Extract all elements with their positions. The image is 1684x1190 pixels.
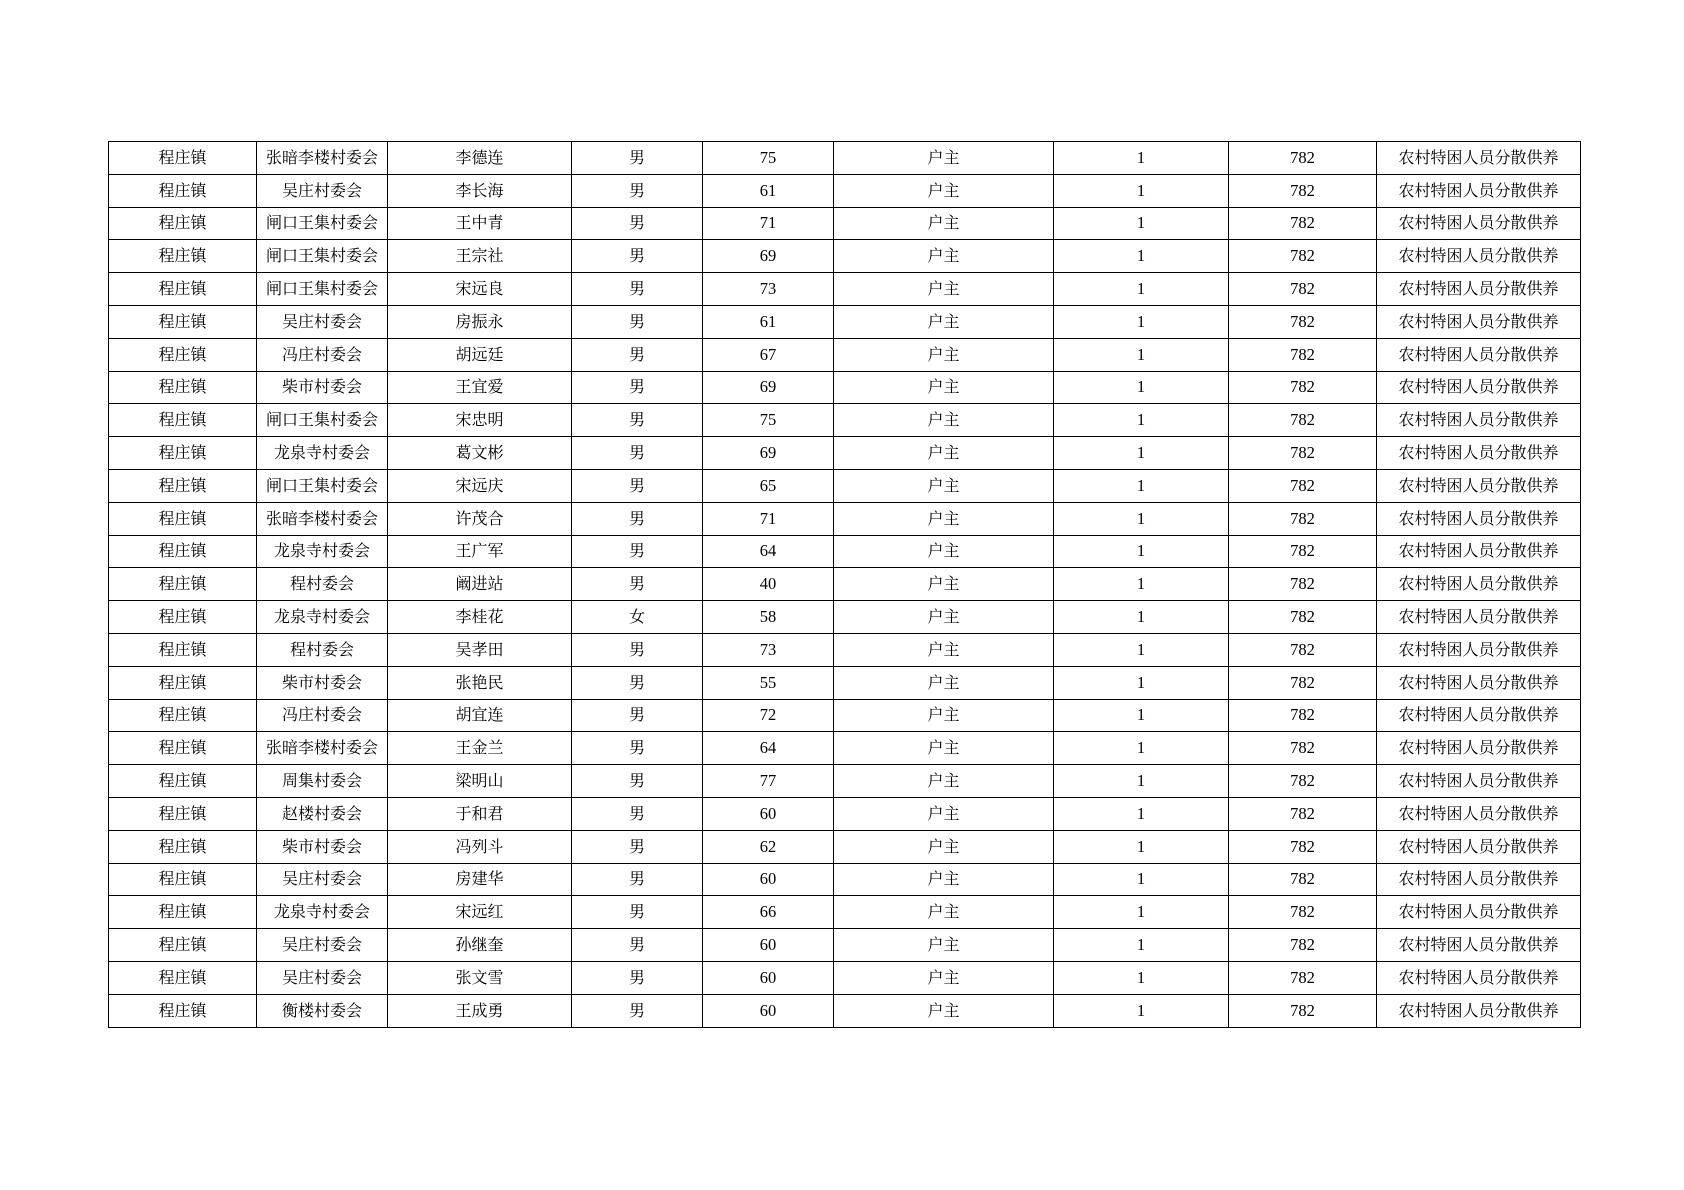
age-cell: 61 [703,174,834,207]
household-size-cell: 1 [1054,732,1229,765]
age-cell: 60 [703,797,834,830]
table-row [109,830,1581,863]
amount-cell: 782 [1229,863,1377,896]
table-row [109,863,1581,896]
town-cell: 程庄镇 [109,633,257,666]
household-size-cell: 1 [1054,240,1229,273]
relation-cell: 户主 [834,765,1054,798]
gender-cell: 男 [572,568,703,601]
category-cell: 农村特困人员分散供养 [1377,896,1581,929]
household-size-cell: 1 [1054,207,1229,240]
gender-cell: 男 [572,338,703,371]
gender-cell: 男 [572,174,703,207]
category-cell: 农村特困人员分散供养 [1377,765,1581,798]
age-cell: 55 [703,666,834,699]
category-cell: 农村特困人员分散供养 [1377,240,1581,273]
name-cell: 李桂花 [388,601,572,634]
amount-cell: 782 [1229,469,1377,502]
relation-cell: 户主 [834,732,1054,765]
name-cell: 李德连 [388,142,572,175]
village-cell: 柴市村委会 [257,830,388,863]
amount-cell: 782 [1229,437,1377,470]
household-size-cell: 1 [1054,601,1229,634]
town-cell: 程庄镇 [109,797,257,830]
gender-cell: 男 [572,273,703,306]
age-cell: 40 [703,568,834,601]
town-cell: 程庄镇 [109,896,257,929]
amount-cell: 782 [1229,305,1377,338]
amount-cell: 782 [1229,535,1377,568]
household-size-cell: 1 [1054,437,1229,470]
table-row [109,633,1581,666]
village-cell: 张暗李楼村委会 [257,502,388,535]
name-cell: 梁明山 [388,765,572,798]
age-cell: 60 [703,929,834,962]
relation-cell: 户主 [834,929,1054,962]
category-cell: 农村特困人员分散供养 [1377,207,1581,240]
amount-cell: 782 [1229,371,1377,404]
name-cell: 宋忠明 [388,404,572,437]
category-cell: 农村特困人员分散供养 [1377,797,1581,830]
relation-cell: 户主 [834,437,1054,470]
age-cell: 75 [703,142,834,175]
category-cell: 农村特困人员分散供养 [1377,502,1581,535]
household-size-cell: 1 [1054,338,1229,371]
name-cell: 阚进站 [388,568,572,601]
category-cell: 农村特困人员分散供养 [1377,601,1581,634]
table-body [109,142,1581,1028]
town-cell: 程庄镇 [109,273,257,306]
village-cell: 张暗李楼村委会 [257,732,388,765]
relation-cell: 户主 [834,502,1054,535]
table-row [109,994,1581,1027]
table-row [109,273,1581,306]
amount-cell: 782 [1229,633,1377,666]
age-cell: 65 [703,469,834,502]
name-cell: 张艳民 [388,666,572,699]
relation-cell: 户主 [834,797,1054,830]
age-cell: 60 [703,961,834,994]
relation-cell: 户主 [834,469,1054,502]
gender-cell: 男 [572,469,703,502]
category-cell: 农村特困人员分散供养 [1377,994,1581,1027]
age-cell: 69 [703,371,834,404]
table-row [109,371,1581,404]
age-cell: 66 [703,896,834,929]
household-size-cell: 1 [1054,666,1229,699]
village-cell: 吴庄村委会 [257,174,388,207]
household-size-cell: 1 [1054,305,1229,338]
gender-cell: 男 [572,929,703,962]
age-cell: 67 [703,338,834,371]
category-cell: 农村特困人员分散供养 [1377,929,1581,962]
amount-cell: 782 [1229,502,1377,535]
age-cell: 64 [703,535,834,568]
table-row [109,338,1581,371]
village-cell: 吴庄村委会 [257,961,388,994]
table-row [109,961,1581,994]
name-cell: 王宜爱 [388,371,572,404]
table-row [109,601,1581,634]
gender-cell: 男 [572,371,703,404]
category-cell: 农村特困人员分散供养 [1377,961,1581,994]
town-cell: 程庄镇 [109,142,257,175]
age-cell: 75 [703,404,834,437]
town-cell: 程庄镇 [109,437,257,470]
village-cell: 闸口王集村委会 [257,207,388,240]
gender-cell: 男 [572,863,703,896]
name-cell: 胡宜连 [388,699,572,732]
gender-cell: 男 [572,830,703,863]
name-cell: 宋远良 [388,273,572,306]
household-size-cell: 1 [1054,142,1229,175]
relation-cell: 户主 [834,142,1054,175]
gender-cell: 男 [572,666,703,699]
category-cell: 农村特困人员分散供养 [1377,174,1581,207]
age-cell: 71 [703,502,834,535]
age-cell: 60 [703,863,834,896]
table-row [109,174,1581,207]
amount-cell: 782 [1229,896,1377,929]
table-row [109,929,1581,962]
category-cell: 农村特困人员分散供养 [1377,699,1581,732]
age-cell: 69 [703,437,834,470]
town-cell: 程庄镇 [109,535,257,568]
gender-cell: 男 [572,699,703,732]
name-cell: 吴孝田 [388,633,572,666]
household-size-cell: 1 [1054,961,1229,994]
village-cell: 柴市村委会 [257,666,388,699]
table-row [109,732,1581,765]
name-cell: 胡远廷 [388,338,572,371]
town-cell: 程庄镇 [109,371,257,404]
table-row [109,437,1581,470]
gender-cell: 男 [572,994,703,1027]
amount-cell: 782 [1229,601,1377,634]
village-cell: 周集村委会 [257,765,388,798]
amount-cell: 782 [1229,797,1377,830]
household-size-cell: 1 [1054,797,1229,830]
table-row [109,502,1581,535]
household-size-cell: 1 [1054,633,1229,666]
village-cell: 柴市村委会 [257,371,388,404]
relation-cell: 户主 [834,338,1054,371]
table-row [109,568,1581,601]
village-cell: 龙泉寺村委会 [257,601,388,634]
household-size-cell: 1 [1054,273,1229,306]
category-cell: 农村特困人员分散供养 [1377,830,1581,863]
village-cell: 张暗李楼村委会 [257,142,388,175]
amount-cell: 782 [1229,240,1377,273]
household-size-cell: 1 [1054,994,1229,1027]
category-cell: 农村特困人员分散供养 [1377,142,1581,175]
table-row [109,765,1581,798]
category-cell: 农村特困人员分散供养 [1377,305,1581,338]
table-row [109,896,1581,929]
household-size-cell: 1 [1054,896,1229,929]
amount-cell: 782 [1229,961,1377,994]
town-cell: 程庄镇 [109,765,257,798]
town-cell: 程庄镇 [109,699,257,732]
amount-cell: 782 [1229,174,1377,207]
relation-cell: 户主 [834,961,1054,994]
category-cell: 农村特困人员分散供养 [1377,633,1581,666]
category-cell: 农村特困人员分散供养 [1377,732,1581,765]
relation-cell: 户主 [834,633,1054,666]
household-size-cell: 1 [1054,929,1229,962]
town-cell: 程庄镇 [109,568,257,601]
amount-cell: 782 [1229,732,1377,765]
town-cell: 程庄镇 [109,338,257,371]
household-size-cell: 1 [1054,863,1229,896]
amount-cell: 782 [1229,404,1377,437]
village-cell: 闸口王集村委会 [257,404,388,437]
village-cell: 闸口王集村委会 [257,469,388,502]
town-cell: 程庄镇 [109,305,257,338]
town-cell: 程庄镇 [109,666,257,699]
village-cell: 龙泉寺村委会 [257,896,388,929]
relation-cell: 户主 [834,896,1054,929]
gender-cell: 男 [572,765,703,798]
category-cell: 农村特困人员分散供养 [1377,338,1581,371]
town-cell: 程庄镇 [109,863,257,896]
name-cell: 宋远红 [388,896,572,929]
age-cell: 77 [703,765,834,798]
gender-cell: 男 [572,305,703,338]
name-cell: 王广军 [388,535,572,568]
gender-cell: 男 [572,207,703,240]
gender-cell: 女 [572,601,703,634]
name-cell: 于和君 [388,797,572,830]
village-cell: 闸口王集村委会 [257,273,388,306]
relation-cell: 户主 [834,305,1054,338]
relation-cell: 户主 [834,699,1054,732]
town-cell: 程庄镇 [109,240,257,273]
town-cell: 程庄镇 [109,994,257,1027]
town-cell: 程庄镇 [109,469,257,502]
category-cell: 农村特困人员分散供养 [1377,666,1581,699]
village-cell: 冯庄村委会 [257,338,388,371]
gender-cell: 男 [572,437,703,470]
name-cell: 王宗社 [388,240,572,273]
relation-cell: 户主 [834,863,1054,896]
name-cell: 王金兰 [388,732,572,765]
name-cell: 李长海 [388,174,572,207]
relation-cell: 户主 [834,568,1054,601]
village-cell: 程村委会 [257,633,388,666]
name-cell: 张文雪 [388,961,572,994]
relation-cell: 户主 [834,535,1054,568]
amount-cell: 782 [1229,699,1377,732]
amount-cell: 782 [1229,929,1377,962]
age-cell: 61 [703,305,834,338]
gender-cell: 男 [572,896,703,929]
category-cell: 农村特困人员分散供养 [1377,469,1581,502]
household-size-cell: 1 [1054,174,1229,207]
table-row [109,142,1581,175]
name-cell: 房振永 [388,305,572,338]
gender-cell: 男 [572,240,703,273]
relation-cell: 户主 [834,404,1054,437]
name-cell: 孙继奎 [388,929,572,962]
village-cell: 赵楼村委会 [257,797,388,830]
relation-cell: 户主 [834,240,1054,273]
table-row [109,797,1581,830]
amount-cell: 782 [1229,994,1377,1027]
town-cell: 程庄镇 [109,404,257,437]
village-cell: 吴庄村委会 [257,929,388,962]
name-cell: 许茂合 [388,502,572,535]
amount-cell: 782 [1229,830,1377,863]
age-cell: 69 [703,240,834,273]
amount-cell: 782 [1229,765,1377,798]
town-cell: 程庄镇 [109,961,257,994]
relation-cell: 户主 [834,666,1054,699]
village-cell: 吴庄村委会 [257,305,388,338]
amount-cell: 782 [1229,666,1377,699]
gender-cell: 男 [572,732,703,765]
town-cell: 程庄镇 [109,732,257,765]
amount-cell: 782 [1229,207,1377,240]
category-cell: 农村特困人员分散供养 [1377,273,1581,306]
age-cell: 64 [703,732,834,765]
household-size-cell: 1 [1054,699,1229,732]
table-row [109,699,1581,732]
category-cell: 农村特困人员分散供养 [1377,404,1581,437]
town-cell: 程庄镇 [109,929,257,962]
town-cell: 程庄镇 [109,502,257,535]
town-cell: 程庄镇 [109,601,257,634]
relation-cell: 户主 [834,601,1054,634]
relation-cell: 户主 [834,207,1054,240]
table-row [109,469,1581,502]
village-cell: 程村委会 [257,568,388,601]
age-cell: 60 [703,994,834,1027]
age-cell: 71 [703,207,834,240]
household-size-cell: 1 [1054,568,1229,601]
amount-cell: 782 [1229,142,1377,175]
gender-cell: 男 [572,404,703,437]
amount-cell: 782 [1229,568,1377,601]
village-cell: 闸口王集村委会 [257,240,388,273]
name-cell: 王成勇 [388,994,572,1027]
table-row [109,404,1581,437]
category-cell: 农村特困人员分散供养 [1377,568,1581,601]
village-cell: 龙泉寺村委会 [257,535,388,568]
gender-cell: 男 [572,502,703,535]
amount-cell: 782 [1229,338,1377,371]
age-cell: 73 [703,633,834,666]
relation-cell: 户主 [834,994,1054,1027]
relation-cell: 户主 [834,174,1054,207]
table-row [109,207,1581,240]
table-row [109,535,1581,568]
age-cell: 73 [703,273,834,306]
age-cell: 62 [703,830,834,863]
household-size-cell: 1 [1054,830,1229,863]
table-row [109,240,1581,273]
village-cell: 龙泉寺村委会 [257,437,388,470]
name-cell: 房建华 [388,863,572,896]
name-cell: 宋远庆 [388,469,572,502]
age-cell: 58 [703,601,834,634]
category-cell: 农村特困人员分散供养 [1377,863,1581,896]
household-size-cell: 1 [1054,371,1229,404]
category-cell: 农村特困人员分散供养 [1377,535,1581,568]
household-size-cell: 1 [1054,404,1229,437]
gender-cell: 男 [572,797,703,830]
town-cell: 程庄镇 [109,174,257,207]
age-cell: 72 [703,699,834,732]
relation-cell: 户主 [834,830,1054,863]
household-size-cell: 1 [1054,765,1229,798]
table-row [109,666,1581,699]
records-table [108,141,1581,1028]
name-cell: 葛文彬 [388,437,572,470]
name-cell: 王中青 [388,207,572,240]
name-cell: 冯列斗 [388,830,572,863]
gender-cell: 男 [572,961,703,994]
gender-cell: 男 [572,535,703,568]
gender-cell: 男 [572,633,703,666]
household-size-cell: 1 [1054,469,1229,502]
town-cell: 程庄镇 [109,830,257,863]
amount-cell: 782 [1229,273,1377,306]
town-cell: 程庄镇 [109,207,257,240]
village-cell: 冯庄村委会 [257,699,388,732]
category-cell: 农村特困人员分散供养 [1377,371,1581,404]
household-size-cell: 1 [1054,502,1229,535]
village-cell: 衡楼村委会 [257,994,388,1027]
relation-cell: 户主 [834,371,1054,404]
village-cell: 吴庄村委会 [257,863,388,896]
category-cell: 农村特困人员分散供养 [1377,437,1581,470]
table-row [109,305,1581,338]
relation-cell: 户主 [834,273,1054,306]
household-size-cell: 1 [1054,535,1229,568]
gender-cell: 男 [572,142,703,175]
